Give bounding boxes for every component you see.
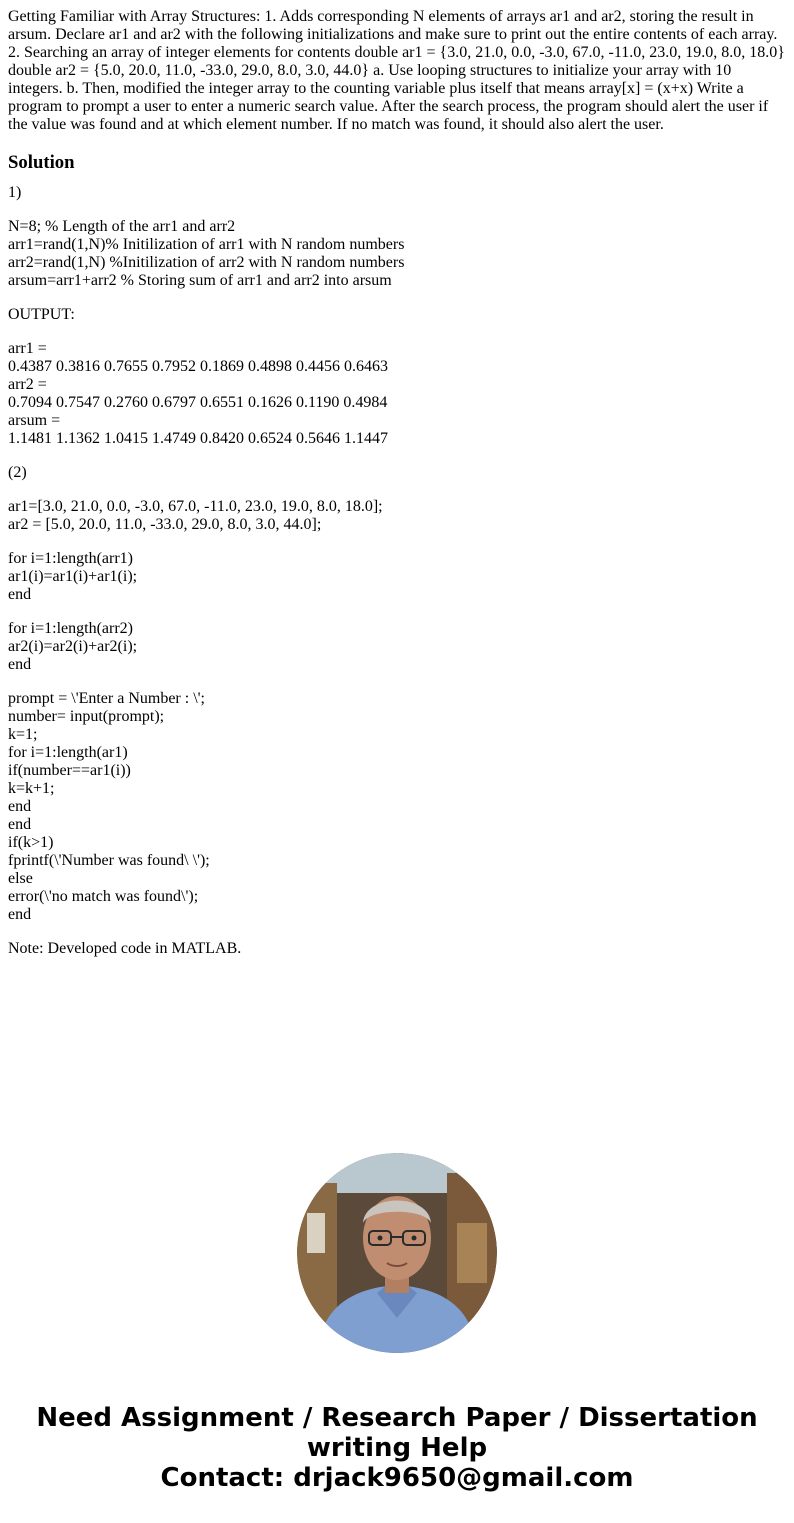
solution-heading: Solution xyxy=(8,152,75,173)
output-line: 0.7094 0.7547 0.2760 0.6797 0.6551 0.1626 0.1190 0.4984 xyxy=(8,394,388,411)
part2-loop-one xyxy=(8,550,788,604)
promo-line-1: Need Assignment / Research Paper / Dissertation xyxy=(36,1403,758,1433)
code-line: prompt = \'Enter a Number : \'; xyxy=(8,690,205,707)
code-line: error(\'no match was found\'); xyxy=(8,888,199,905)
promo-banner xyxy=(0,1403,794,1493)
code-line: if(k>1) xyxy=(8,834,54,851)
promo-contact: Contact: drjack9650@gmail.com xyxy=(160,1463,634,1493)
code-line: ar1(i)=ar1(i)+ar1(i); xyxy=(8,568,138,585)
part2-search-code xyxy=(8,690,788,924)
code-line: end xyxy=(8,586,32,603)
part1-code xyxy=(8,218,788,290)
code-line: ar1=[3.0, 21.0, 0.0, -3.0, 67.0, -11.0, 23.0, 19.0, 8.0, 18.0]; xyxy=(8,498,383,515)
code-line: arr1=rand(1,N)% Initilization of arr1 with N random numbers xyxy=(8,236,405,253)
code-line: end xyxy=(8,656,32,673)
code-line: for i=1:length(ar1) xyxy=(8,744,128,761)
part2-label: (2) xyxy=(8,464,27,481)
output-line: 0.4387 0.3816 0.7655 0.7952 0.1869 0.4898 0.4456 0.6463 xyxy=(8,358,388,375)
code-line: for i=1:length(arr2) xyxy=(8,620,133,637)
question-text: Getting Familiar with Array Structures: 1. Adds corresponding N elements of arrays ar1 and ar2, storing the result in arsum. Declare ar1 and ar2 with the following initializations and make sure to print out the entire contents of each array. 2. Searching an array of integer elements for contents double ar1 = {3.0, 21.0, 0.0, -3.0, 67.0, -11.0, 23.0, 19.0, 8.0, 18.0} double ar2 = {5.0, 20.0, 11.0, -33.0, 29.0, 8.0, 3.0, 44.0} a. Use looping structures to initialize your array with 10 integers. b. Then, modified the integer array to the counting variable plus itself that means array[x] = (x+x) Write a program to prompt a user to enter a numeric search value. After the search process, the program should alert the user if the value was found and at which element number. If no match was found, it should also alert the user. xyxy=(8,8,785,133)
part2-label-block xyxy=(8,464,788,482)
output-values xyxy=(8,340,788,448)
output-label: OUTPUT: xyxy=(8,306,75,323)
code-line: arsum=arr1+arr2 % Storing sum of arr1 and arr2 into arsum xyxy=(8,272,392,289)
code-line: ar2 = [5.0, 20.0, 11.0, -33.0, 29.0, 8.0, 3.0, 44.0]; xyxy=(8,516,322,533)
output-line: arr2 = xyxy=(8,376,47,393)
code-line: end xyxy=(8,906,32,923)
code-line: end xyxy=(8,798,32,815)
author-photo-image xyxy=(297,1153,497,1353)
code-line: if(number==ar1(i)) xyxy=(8,762,131,779)
author-photo xyxy=(297,1153,497,1353)
code-line: N=8; % Length of the arr1 and arr2 xyxy=(8,218,236,235)
document-body xyxy=(8,8,788,974)
code-line: number= input(prompt); xyxy=(8,708,165,725)
output-line: arr1 = xyxy=(8,340,47,357)
output-line: arsum = xyxy=(8,412,61,429)
output-label-block xyxy=(8,306,788,324)
code-line: else xyxy=(8,870,33,887)
note-block xyxy=(8,940,788,958)
code-line: k=1; xyxy=(8,726,38,743)
code-line: arr2=rand(1,N) %Initilization of arr2 with N random numbers xyxy=(8,254,405,271)
output-line: 1.1481 1.1362 1.0415 1.4749 0.8420 0.6524 0.5646 1.1447 xyxy=(8,430,388,447)
part1-label-block xyxy=(8,184,788,202)
note-text: Note: Developed code in MATLAB. xyxy=(8,940,242,957)
promo-line-2: writing Help xyxy=(306,1433,488,1463)
code-line: end xyxy=(8,816,32,833)
code-line: k=k+1; xyxy=(8,780,55,797)
part2-declarations xyxy=(8,498,788,534)
part1-label: 1) xyxy=(8,184,22,201)
code-line: ar2(i)=ar2(i)+ar2(i); xyxy=(8,638,138,655)
code-line: fprintf(\'Number was found\ \'); xyxy=(8,852,210,869)
code-line: for i=1:length(arr1) xyxy=(8,550,133,567)
part2-loop-two xyxy=(8,620,788,674)
